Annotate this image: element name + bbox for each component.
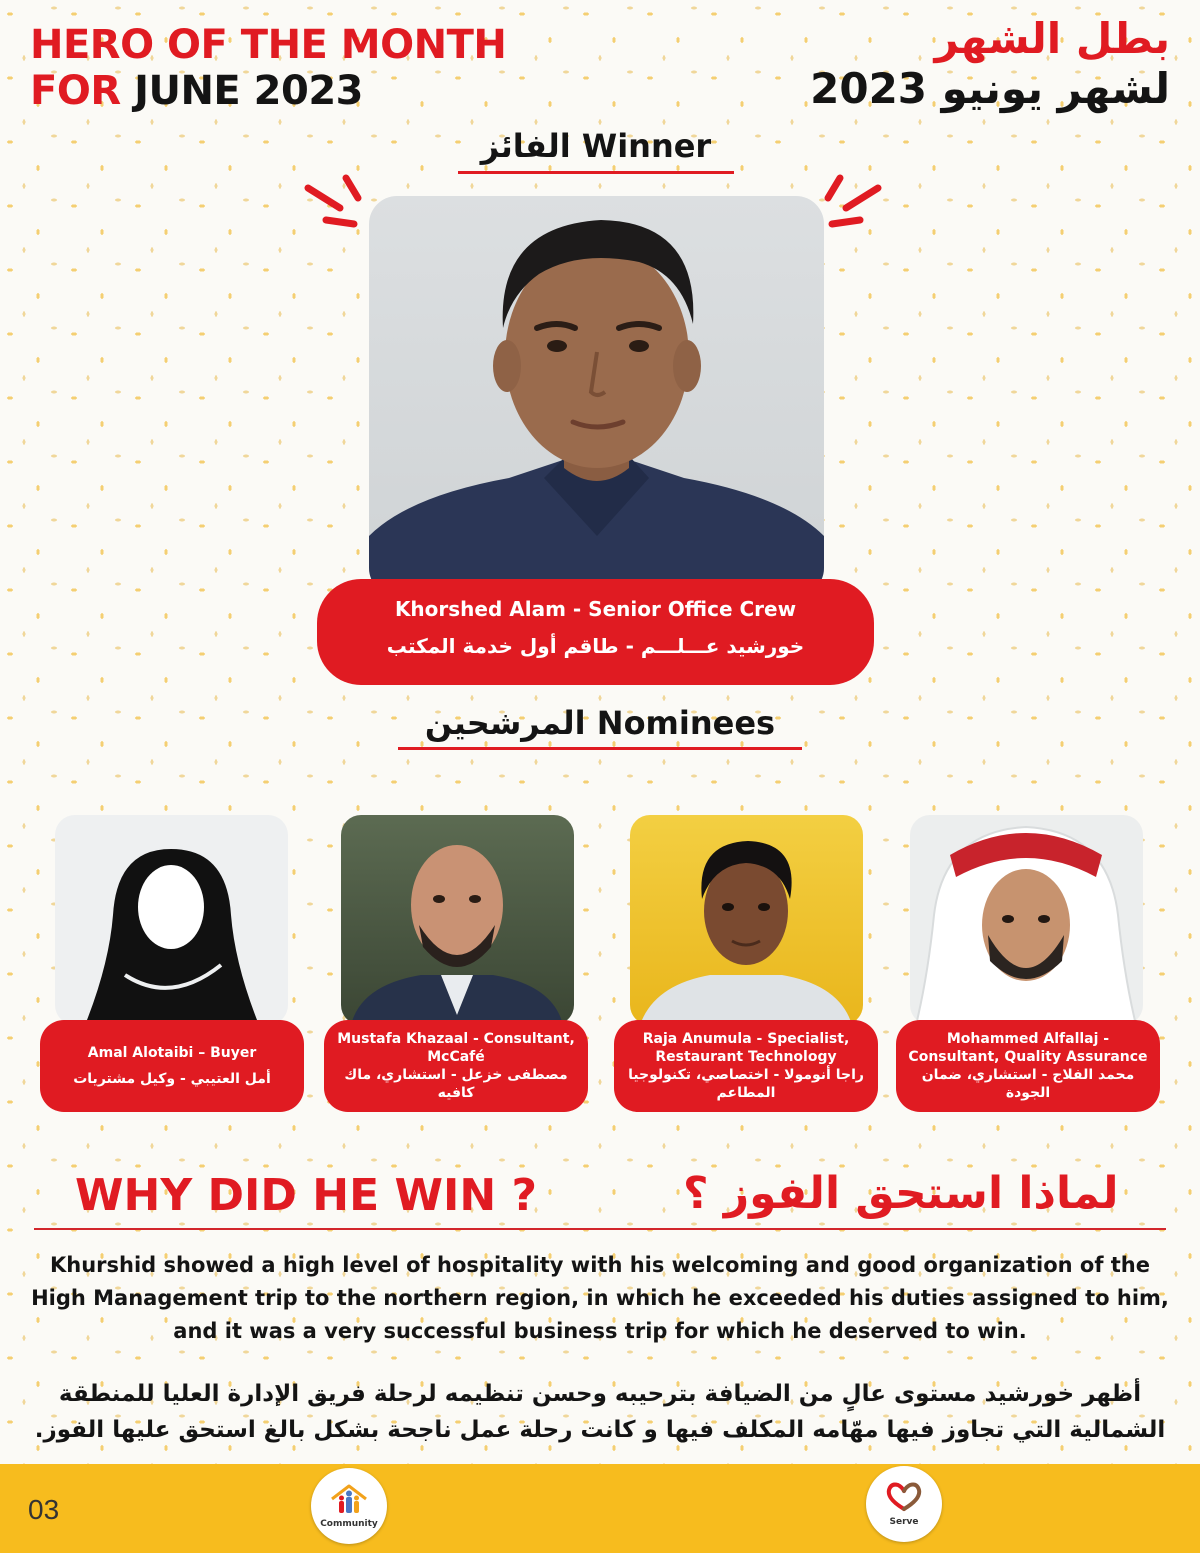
title-ar-line2: لشهر يونيو 2023: [810, 64, 1170, 113]
nominee-label-1: [40, 1020, 304, 1112]
winner-name-banner: [317, 579, 874, 685]
title-en-line1: HERO OF THE MONTH: [30, 22, 507, 68]
title-en-for: FOR: [30, 68, 121, 114]
nominee-2-name-en: Mustafa Khazaal - Consultant, McCafé: [337, 1031, 575, 1065]
winner-photo: [369, 196, 824, 596]
why-heading-ar: لماذا استحق الفوز ؟: [683, 1168, 1119, 1219]
winner-name-en: Khorshed Alam - Senior Office Crew: [394, 597, 797, 621]
why-divider: [34, 1228, 1166, 1230]
footer-bar: [0, 1464, 1200, 1553]
nominee-label-2: [324, 1020, 588, 1112]
nominee-2-name-ar: مصطفى خزعل - استشاري، ماك كافيه: [344, 1067, 568, 1101]
serve-badge-label: Serve: [889, 1517, 919, 1527]
winner-name-ar: خورشيد عـــلـــم - طاقم أول خدمة المكتب: [386, 634, 805, 658]
nominee-label-4: [896, 1020, 1160, 1112]
nominee-photo-3: [630, 815, 863, 1025]
winner-heading: الفائز Winner: [458, 124, 734, 174]
why-text-en: Khurshid showed a high level of hospitality with his welcoming and good organization of the High Management trip to the northern region, in which he exceeded his duties assigned to him, and it was a very successful business trip for which he deserved to win.: [31, 1253, 1169, 1343]
nominee-3-name-ar: راجا أنومولا - اختصاصي، تكنولوجيا المطاعم: [628, 1067, 864, 1101]
nominee-3-name-en: Raja Anumula - Specialist, Restaurant Technology: [642, 1031, 850, 1065]
serve-badge: [866, 1466, 942, 1542]
nominee-photo-1: [55, 815, 288, 1025]
why-text-ar: أظهر خورشيد مستوى عالٍ من الضيافة بترحيبه وحسن تنظيمه لرحلة فريق الإدارة العليا للمنطقة الشمالية التي تجاوز فيها مهّامه المكلف فيها و كانت رحلة عمل ناجحة بشكل بالغ استحق عليها الفوز.: [34, 1381, 1166, 1443]
header-title-en: [30, 22, 506, 114]
nominee-4-name-en: Mohammed Alfallaj - Consultant, Quality Assurance: [908, 1031, 1148, 1065]
why-heading-en: WHY DID HE WIN ?: [75, 1170, 538, 1221]
community-house-icon: [328, 1483, 370, 1517]
nominee-1-name-ar: أمل العتيبي - وكيل مشتريات: [73, 1071, 271, 1087]
nominee-photo-4: [910, 815, 1143, 1025]
community-badge: [311, 1468, 387, 1544]
nominee-label-3: [614, 1020, 878, 1112]
community-badge-label: Community: [320, 1519, 378, 1529]
nominee-photo-2: [341, 815, 574, 1025]
serve-heart-hands-icon: [883, 1481, 925, 1515]
nominee-4-name-ar: محمد الفلاج - استشاري، ضمان الجودة: [921, 1067, 1135, 1101]
nominees-heading: المرشحين Nominees: [398, 702, 802, 750]
title-en-month: JUNE 2023: [134, 68, 363, 114]
nominee-1-name-en: Amal Alotaibi – Buyer: [87, 1045, 257, 1061]
title-ar-line1: بطل الشهر: [934, 14, 1170, 63]
burst-left-icon: [300, 172, 380, 232]
header-title-ar: [810, 14, 1170, 114]
page-number: 03: [28, 1494, 60, 1525]
